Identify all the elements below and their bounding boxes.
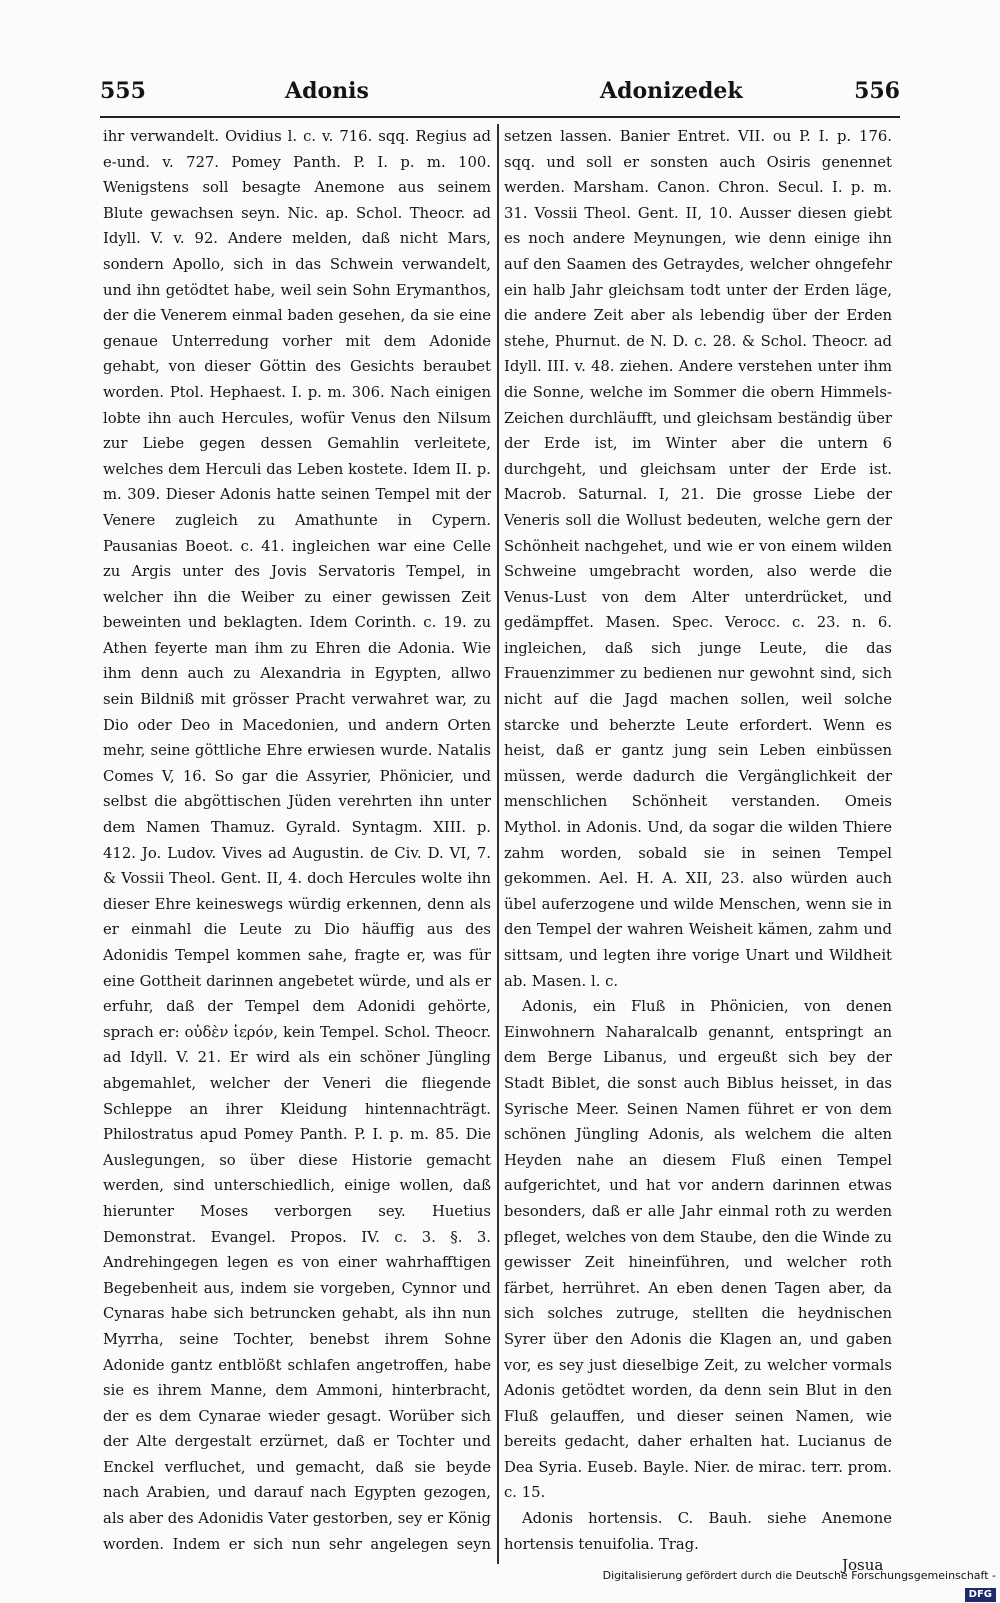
left-column xyxy=(103,124,491,1554)
paragraph: ihr verwandelt. Ovidius l. c. v. 716. sqq. Regius ad e-und. v. 727. Pomey Panth. P. I. p. m. 100. Wenigstens soll besagte Anemone aus seinem Blute gewachsen seyn. Nic. ap. Schol. Theocr. ad Idyll. V. v. 92. Andere melden, daß nicht Mars, sondern Apollo, sich in das Schwein verwandelt, und ihn getödtet habe, weil sein Sohn Erymanthos, der die Venerem einmal baden gesehen, da sie eine genaue Unterredung vorher mit dem Adonide gehabt, von dieser Göttin des Gesichts beraubet worden. Ptol. Hephaest. I. p. m. 306. Nach einigen lobte ihn auch Hercules, wofür Venus den Nilsum zur Liebe gegen dessen Gemahlin verleitete, welches dem Herculi das Leben kostete. Idem II. p. m. 309. Dieser Adonis hatte seinen Tempel mit der Venere zugleich zu Amathunte in Cypern. Pausanias Boeot. c. 41. ingleichen war eine Celle zu Argis unter des Jovis Servatoris Tempel, in welcher ihn die Weiber zu einer gewissen Zeit beweinten und beklagten. Idem Corinth. c. 19. zu Athen feyerte man ihm zu Ehren die Adonia. Wie ihm denn auch zu Alexandria in Egypten, allwo sein Bildniß mit grösser Pracht verwahret war, zu Dio oder Deo in Macedonien, und andern Orten mehr, seine göttliche Ehre erwiesen wurde. Natalis Comes V, 16. So gar die Assyrier, Phönicier, und selbst die abgöttischen Jüden verehrten ihn unter dem Namen Thamuz. Gyrald. Syntagm. XIII. p. 412. Jo. Ludov. Vives ad Augustin. de Civ. D. VI, 7. & Vossii Theol. Gent. II, 4. doch Hercules wolte ihn dieser Ehre keineswegs würdig erkennen, denn als er einmahl die Leute zu Dio häuffig aus des Adonidis Tempel kommen sahe, fragte er, was für eine Gottheit darinnen angebetet würde, und als er erfuhr, daß der Tempel dem Adonidi gehörte, sprach er: οὐδὲν ἱερόν, kein Tempel. Schol. Theocr. ad Idyll. V. 21. Er wird als ein schöner Jüngling abgemahlet, welcher der Veneri die fliegende Schleppe an ihrer Kleidung hintennachträgt. Philostratus apud Pomey Panth. P. I. p. m. 85. Die Auslegungen, so über diese Historie gemacht werden, sind unterschiedlich, einige wollen, daß hierunter Moses verborgen sey. Huetius Demonstrat. Evangel. Propos. IV. c. 3. §. 3. Andrehingegen legen es von einer wahrhafftigen Begebenheit aus, indem sie vorgeben, Cynnor und Cynaras habe sich betruncken gehabt, als ihn nun Myrrha, seine Tochter, benebst ihrem Sohne Adonide gantz entblößt schlafen angetroffen, habe sie es ihrem Manne, dem Ammoni, hinterbracht, der es dem Cynarae wieder gesagt. Worüber sich der Alte dergestalt erzürnet, daß er Tochter und Enckel verfluchet, und gemacht, daß sie beyde nach Arabien, und darauf nach Egypten gezogen, als aber des Adonidis Vater gestorben, sey er König worden. Indem er sich nun sehr angelegen seyn xyxy=(103,128,491,1553)
entry-adonis-hortensis: Adonis hortensis. C. Bauh. siehe Anemone hortensis tenuifolia. Trag. xyxy=(504,1510,892,1553)
page-number-right: 556 xyxy=(854,78,900,104)
running-header xyxy=(100,78,900,112)
footer-credit xyxy=(600,1567,996,1600)
dfg-logo: DFG xyxy=(965,1588,996,1602)
entry-adonis-river: Adonis, ein Fluß in Phönicien, von denen Einwohnern Naharalcalb genannt, entspringt an dem Berge Libanus, und ergeußt sich bey der Stadt Biblet, die sonst auch Biblus heisset, in das Syrische Meer. Seinen Namen führet er von dem schönen Jüngling Adonis, als welchem die alten Heyden nahe an diesem Fluß einen Tempel aufgerichtet, und hat vor andern darinnen etwas besonders, daß er alle Jahr einmal roth zu werden pfleget, welches von dem Staube, den die Winde zu gewisser Zeit hineinführen, und welcher roth färbet, herrühret. An eben denen Tagen aber, da sich solches zutruge, stellten die heydnischen Syrer über den Adonis die Klagen an, und gaben vor, es sey just dieselbige Zeit, zu welcher vormals Adonis getödtet worden, da denn sein Blut in den Fluß gelauffen, und dieser seinen Namen, wie bereits gedacht, daher erhalten hat. Lucianus de Dea Syria. Euseb. Bayle. Nier. de mirac. terr. prom. c. 15. xyxy=(504,998,892,1502)
headword-right: Adonizedek xyxy=(600,78,743,104)
header-rule xyxy=(100,116,900,118)
catchword: Josua xyxy=(842,1556,884,1574)
right-column xyxy=(504,124,892,1554)
page-number-left: 555 xyxy=(100,78,146,104)
paragraph: setzen lassen. Banier Entret. VII. ou P. I. p. 176. sqq. und soll er sonsten auch Osiris genennet werden. Marsham. Canon. Chron. Secul. I. p. m. 31. Vossii Theol. Gent. II, 10. Ausser diesen giebt es noch andere Meynungen, wie denn einige ihn auf den Saamen des Getraydes, welcher ohngefehr ein halb Jahr gleichsam todt unter der Erden läge, die andere Zeit aber als lebendig über der Erden stehe, Phurnut. de N. D. c. 28. & Schol. Theocr. ad Idyll. III. v. 48. ziehen. Andere verstehen unter ihm die Sonne, welche im Sommer die obern Himmels-Zeichen durchläufft, und gleichsam beständig über der Erde ist, im Winter aber die untern 6 durchgeht, und gleichsam unter der Erde ist. Macrob. Saturnal. I, 21. Die grosse Liebe der Veneris soll die Wollust bedeuten, welche gern der Schönheit nachgehet, und wie er von einem wilden Schweine umgebracht worden, also werde die Venus-Lust von dem Alter unterdrücket, und gedämpffet. Masen. Spec. Verocc. c. 23. n. 6. ingleichen, daß sich junge Leute, die das Frauenzimmer zu bedienen nur gewohnt sind, sich nicht auf die Jagd machen sollen, weil solche starcke und beherzte Leute erfordert. Wenn es heist, daß er gantz jung sein Leben einbüssen müssen, werde dadurch die Vergänglichkeit der menschlichen Schönheit verstanden. Omeis Mythol. in Adonis. Und, da sogar die wilden Thiere zahm worden, sobald sie in seinen Tempel gekommen. Ael. H. A. XII, 23. also würden auch übel auferzogene und wilde Menschen, wenn sie in den Tempel der wahren Weisheit kämen, zahm und sittsam, und legten ihre vorige Unart und Wildheit ab. Masen. l. c. xyxy=(504,128,892,990)
column-divider xyxy=(497,124,499,1564)
footer-text: Digitalisierung gefördert durch die Deutsche Forschungsgemeinschaft - xyxy=(602,1569,996,1582)
headword-left: Adonis xyxy=(285,78,369,104)
